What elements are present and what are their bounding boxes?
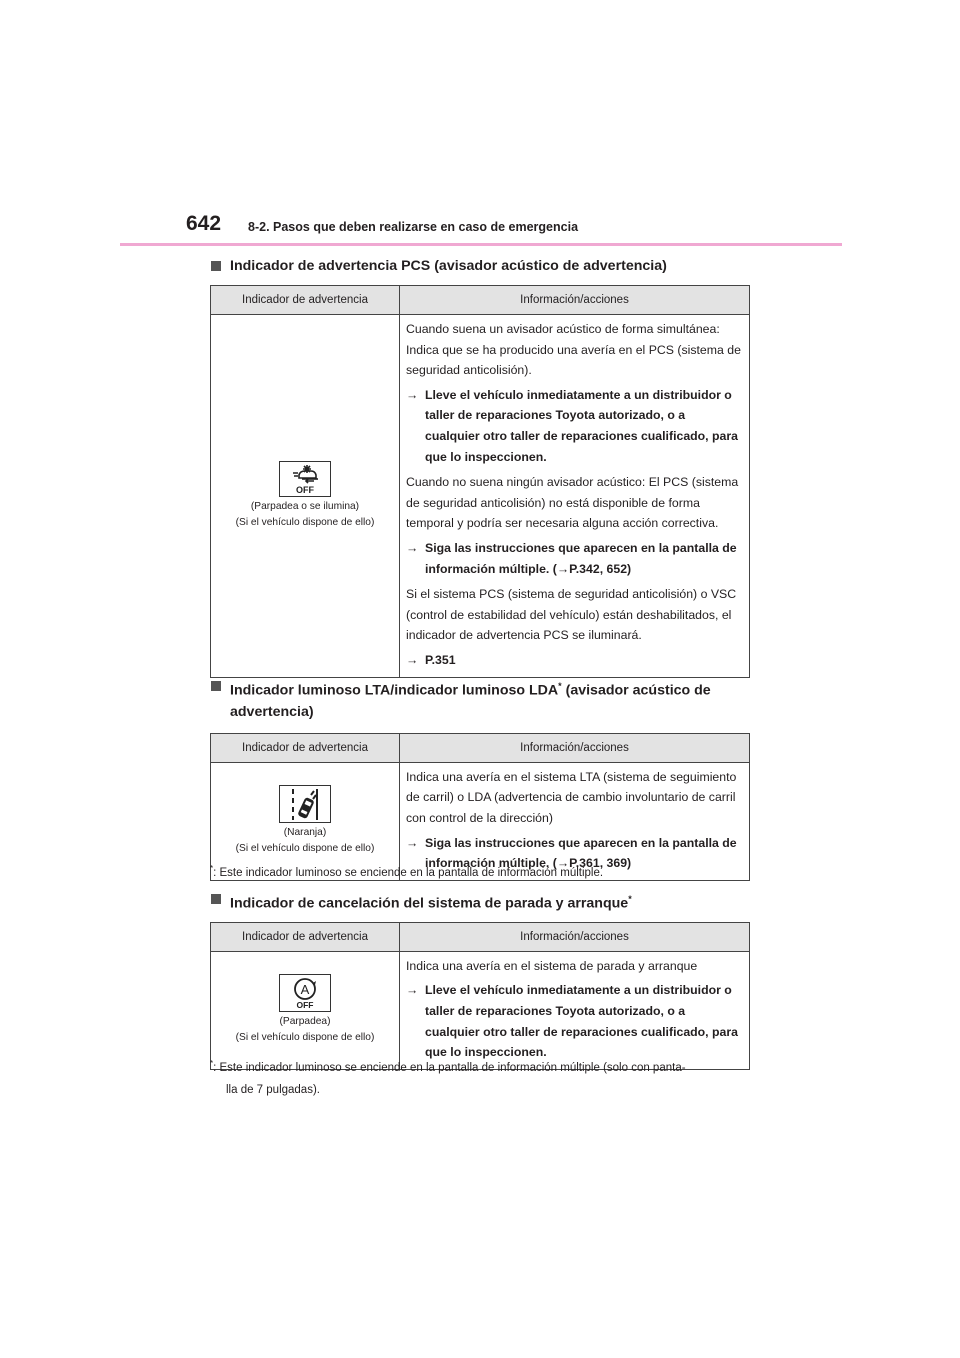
arrow-icon: →: [406, 540, 419, 555]
section-heading: [210, 256, 750, 277]
indicator-cell: [211, 951, 400, 1069]
warning-table: [210, 922, 750, 1070]
indicator-cell: [211, 315, 400, 678]
warning-table: [210, 285, 750, 678]
action-text: P.351: [425, 652, 456, 667]
action-text: Siga las instrucciones que aparecen en la pantalla de información múltiple. (→P.361, 369): [425, 835, 737, 871]
action-text: Siga las instrucciones que aparecen en la pantalla de información múltiple. (→P.342, 652): [425, 540, 737, 576]
icon-off-text: OFF: [296, 484, 314, 495]
column-header-info: Información/acciones: [400, 733, 750, 762]
icon-off-text: OFF: [296, 1000, 314, 1011]
info-cell: [400, 951, 750, 1069]
indicator-caption-2: (Si el vehículo dispone de ello): [235, 1032, 375, 1044]
info-paragraph: Cuando suena un avisador acústico de forma simultánea: Indica que se ha producido una avería en el PCS (sistema de seguridad anticolisión).: [406, 322, 741, 378]
action-text: Lleve el vehículo inmediatamente a un distribuidor o taller de reparaciones Toyota autorizado, o a cualquier otro taller de reparaciones cualificado, para que lo inspeccionen.: [425, 983, 738, 1060]
heading-text-cont: (avisador acústico de advertencia): [230, 682, 711, 720]
footnote-line: [210, 1053, 755, 1079]
action-item: [406, 385, 742, 467]
running-head: 8-2. Pasos que deben realizarse en caso de emergencia: [248, 220, 579, 234]
pcs-off-warning-icon: [279, 461, 331, 497]
heading-text: Indicador de cancelación del sistema de parada y arranque: [230, 895, 629, 912]
heading-text: Indicador luminoso LTA/indicador luminoso LDA: [230, 682, 559, 699]
indicator-caption-1: (Naranja): [283, 827, 327, 839]
indicator-caption-1: (Parpadea): [279, 1016, 331, 1028]
arrow-icon: →: [406, 387, 419, 402]
column-header-indicator: Indicador de advertencia: [211, 733, 400, 762]
table-row: [211, 951, 750, 1069]
section-heading: [210, 889, 750, 915]
footnote: [210, 1053, 755, 1101]
header-rule: [120, 243, 842, 246]
icon-letter-a: A: [300, 982, 310, 998]
heading-footnote-mark: *: [628, 894, 632, 904]
square-bullet-icon: [211, 681, 221, 691]
column-header-indicator: Indicador de advertencia: [211, 286, 400, 315]
action-item: [406, 538, 742, 579]
table-header-row: [211, 286, 750, 315]
indicator-caption-2: (Si el vehículo dispone de ello): [235, 843, 375, 855]
section-heading: [210, 676, 750, 723]
footnote-mark: *: [210, 1059, 214, 1068]
arrow-icon: →: [406, 652, 419, 667]
table-header-row: [211, 733, 750, 762]
section-pcs: [210, 256, 750, 678]
table-row: [211, 315, 750, 678]
footnote-text: : Este indicador luminoso se enciende en la pantalla de información múltiple.: [213, 866, 604, 879]
info-paragraph: Indica una avería en el sistema LTA (sistema de seguimiento de carril) o LDA (advertencia de cambio involuntario de carril con control de la dirección): [406, 769, 737, 825]
footnote-line: lla de 7 pulgadas).: [226, 1083, 320, 1096]
info-paragraph: Cuando no suena ningún avisador acústico: El PCS (sistema de seguridad anticolisión) no está disponible de forma temporal y podría ser necesaria alguna acción correctiva.: [406, 475, 739, 531]
page-number: 642: [186, 212, 222, 235]
info-paragraph: Indica una avería en el sistema de parada y arranque: [406, 958, 698, 973]
square-bullet-icon: [211, 261, 221, 271]
indicator-caption-1: (Parpadea o se ilumina): [250, 500, 360, 512]
info-paragraph: Si el sistema PCS (sistema de seguridad anticolisión) o VSC (control de estabilidad del vehículo) están deshabilitados, el indicador de advertencia PCS se iluminará.: [406, 587, 737, 643]
heading-text: Indicador de advertencia PCS (avisador acústico de advertencia): [230, 258, 667, 274]
heading-footnote-mark: *: [558, 681, 562, 691]
column-header-info: Información/acciones: [400, 922, 750, 951]
arrow-icon: →: [406, 835, 419, 850]
section-stop-start: [210, 889, 750, 1070]
action-text: Lleve el vehículo inmediatamente a un distribuidor o taller de reparaciones Toyota autorizado, o a cualquier otro taller de reparaciones cualificado, para que lo inspeccionen.: [425, 387, 738, 464]
section-lta-lda: [210, 676, 750, 881]
arrow-icon: →: [406, 983, 419, 998]
table-header-row: [211, 922, 750, 951]
info-cell: [400, 315, 750, 678]
footnote-mark: *: [210, 864, 214, 873]
action-item: [406, 980, 742, 1062]
indicator-caption-2: (Si el vehículo dispone de ello): [235, 516, 375, 528]
column-header-indicator: Indicador de advertencia: [211, 922, 400, 951]
footnote-text: : Este indicador luminoso se enciende en la pantalla de información múltiple (solo con panta-: [213, 1061, 686, 1074]
footnote: [210, 858, 755, 884]
square-bullet-icon: [211, 894, 221, 904]
action-item: [406, 650, 742, 671]
stop-start-off-icon: [279, 974, 331, 1012]
lane-departure-icon: [279, 785, 331, 823]
column-header-info: Información/acciones: [400, 286, 750, 315]
